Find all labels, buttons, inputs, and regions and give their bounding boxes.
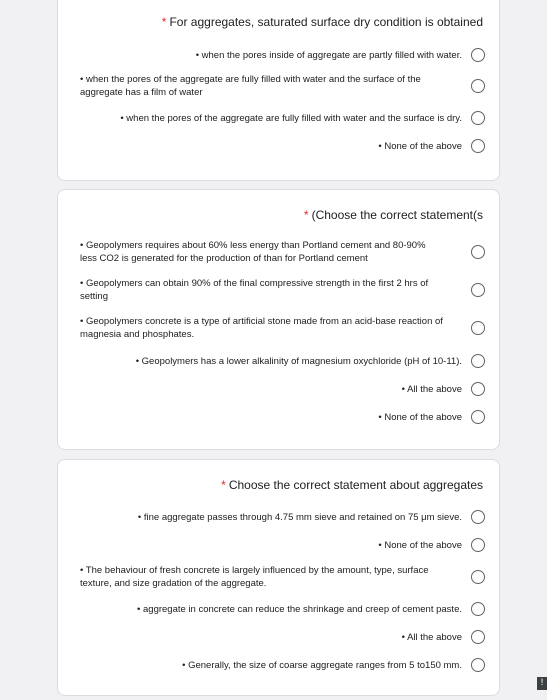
question-card-aggregates-statement — [57, 459, 500, 696]
option-row[interactable] — [80, 630, 485, 644]
feedback-icon[interactable]: ! — [537, 677, 547, 690]
option-row[interactable] — [80, 111, 485, 125]
radio-button[interactable] — [471, 510, 485, 524]
question-card-geopolymers — [57, 189, 500, 450]
radio-button[interactable] — [471, 245, 485, 259]
option-row[interactable] — [80, 410, 485, 424]
radio-button[interactable] — [471, 321, 485, 335]
option-label: • Geopolymers has a lower alkalinity of magnesium oxychloride (pH of 10-11). — [135, 355, 462, 367]
radio-button[interactable] — [471, 283, 485, 297]
radio-button[interactable] — [471, 570, 485, 584]
option-label: • Geopolymers concrete is a type of artificial stone made from an acid-base reaction of magnesia and phosphates. — [80, 316, 443, 340]
option-label: • The behaviour of fresh concrete is largely influenced by the amount, type, surface texture, and size gradation of the aggregate. — [80, 565, 429, 589]
radio-button[interactable] — [471, 48, 485, 62]
question-title-text: For aggregates, saturated surface dry condition is obtained — [169, 15, 483, 29]
option-label: • Geopolymers can obtain 90% of the final compressive strength in the first 2 hrs of setting — [80, 278, 429, 302]
radio-button[interactable] — [471, 602, 485, 616]
option-row[interactable] — [80, 139, 485, 153]
radio-button[interactable] — [471, 410, 485, 424]
option-row[interactable] — [80, 277, 485, 303]
option-row[interactable] — [80, 315, 485, 341]
radio-button[interactable] — [471, 630, 485, 644]
option-label: • when the pores inside of aggregate are partly filled with water. — [195, 49, 462, 61]
option-row[interactable] — [80, 658, 485, 672]
question-card-aggregates-ssd — [57, 0, 500, 181]
option-row[interactable] — [80, 354, 485, 368]
radio-button[interactable] — [471, 139, 485, 153]
option-label: • when the pores of the aggregate are fully filled with water and the surface of the aggregate has a film of water — [80, 74, 421, 98]
question-title-text: Choose the correct statement about aggregates — [228, 478, 483, 492]
radio-button[interactable] — [471, 538, 485, 552]
option-row[interactable] — [80, 48, 485, 62]
option-row[interactable] — [80, 510, 485, 524]
required-asterisk: * — [221, 478, 226, 492]
option-label: • Geopolymers requires about 60% less energy than Portland cement and 80-90% less CO2 is generated for the production of than for Portland cement — [80, 240, 426, 264]
option-label: • None of the above — [378, 539, 462, 551]
option-row[interactable] — [80, 382, 485, 396]
radio-button[interactable] — [471, 658, 485, 672]
option-label: • None of the above — [378, 411, 462, 423]
option-row[interactable] — [80, 564, 485, 590]
option-label: • None of the above — [378, 140, 462, 152]
radio-button[interactable] — [471, 382, 485, 396]
required-asterisk: * — [303, 208, 309, 222]
question-title — [80, 14, 485, 30]
question-title-text: (Choose the correct statement(s — [311, 208, 483, 222]
option-label: • when the pores of the aggregate are fully filled with water and the surface is dry. — [120, 112, 462, 124]
option-row[interactable] — [80, 239, 485, 265]
option-row[interactable] — [80, 538, 485, 552]
option-label: • Generally, the size of coarse aggregate ranges from 5 to150 mm. — [182, 659, 462, 671]
option-label: • All the above — [401, 631, 462, 643]
question-title — [80, 207, 485, 223]
option-label: • All the above — [401, 383, 462, 395]
question-title — [80, 477, 485, 493]
radio-button[interactable] — [471, 111, 485, 125]
option-row[interactable] — [80, 73, 485, 99]
radio-button[interactable] — [471, 79, 485, 93]
radio-button[interactable] — [471, 354, 485, 368]
option-row[interactable] — [80, 602, 485, 616]
option-label: • aggregate in concrete can reduce the shrinkage and creep of cement paste. — [137, 603, 462, 615]
required-asterisk: * — [161, 15, 167, 29]
option-label: • fine aggregate passes through 4.75 mm sieve and retained on 75 μm sieve. — [137, 511, 462, 523]
